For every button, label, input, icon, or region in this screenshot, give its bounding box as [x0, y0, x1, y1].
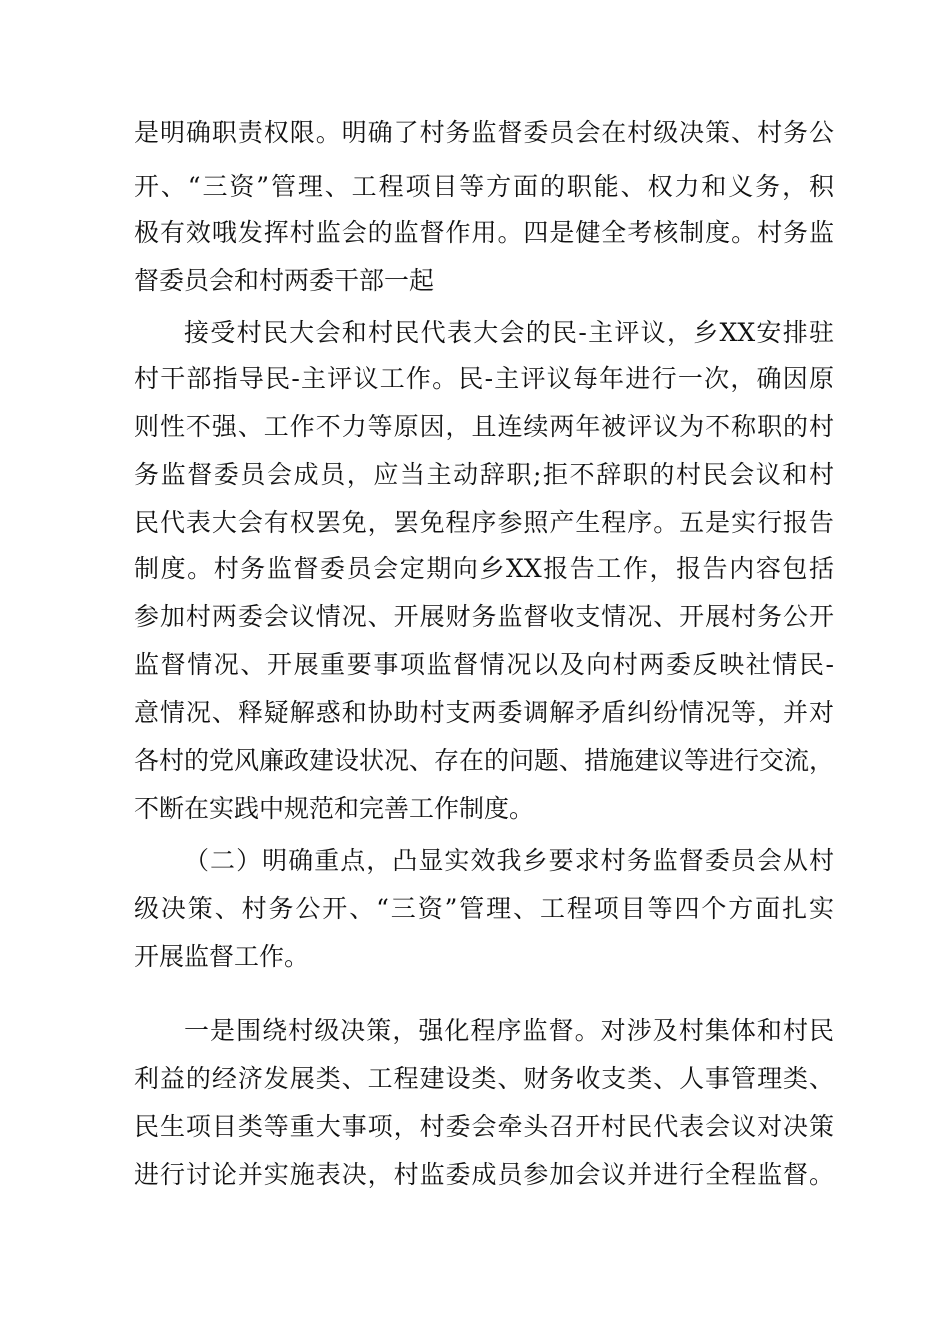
paragraph-line: 开、“三资”管理、工程项目等方面的职能、权力和义务，积: [134, 172, 834, 201]
paragraph-line: 监督情况、开展重要事项监督情况以及向村两委反映社情民-: [134, 650, 834, 679]
paragraph-line: 参加村两委会议情况、开展财务监督收支情况、开展村务公开: [134, 602, 834, 631]
paragraph-line: 制度。村务监督委员会定期向乡XX报告工作，报告内容包括: [134, 554, 834, 583]
paragraph-line: 意情况、释疑解惑和协助村支两委调解矛盾纠纷情况等，并对: [134, 698, 834, 727]
paragraph-line: 民生项目类等重大事项，村委会牵头召开村民代表会议对决策: [134, 1112, 834, 1141]
paragraph-line: 接受村民大会和村民代表大会的民-主评议，乡XX安排驻: [184, 318, 834, 347]
paragraph-line: 进行讨论并实施表决，村监委成员参加会议并进行全程监督。: [134, 1160, 834, 1189]
paragraph-line: 极有效哦发挥村监会的监督作用。四是健全考核制度。村务监: [134, 218, 834, 247]
paragraph-line: 开展监督工作。: [134, 942, 310, 971]
paragraph-line: 利益的经济发展类、工程建设类、财务收支类、人事管理类、: [134, 1064, 834, 1093]
paragraph-line: 级决策、村务公开、“三资”管理、工程项目等四个方面扎实: [134, 894, 834, 923]
paragraph-line: 一是围绕村级决策，强化程序监督。对涉及村集体和村民: [184, 1016, 834, 1045]
paragraph-line: 务监督委员会成员，应当主动辞职;拒不辞职的村民会议和村: [134, 460, 834, 489]
section-heading-line: （二）明确重点，凸显实效我乡要求村务监督委员会从村: [184, 846, 834, 875]
paragraph-line: 不断在实践中规范和完善工作制度。: [134, 794, 535, 823]
paragraph-line: 督委员会和村两委干部一起: [134, 266, 435, 295]
paragraph-line: 是明确职责权限。明确了村务监督委员会在村级决策、村务公: [134, 118, 834, 147]
paragraph-line: 民代表大会有权罢免，罢免程序参照产生程序。五是实行报告: [134, 508, 834, 537]
paragraph-line: 各村的党风廉政建设状况、存在的问题、措施建议等进行交流，: [134, 746, 834, 775]
paragraph-line: 则性不强、工作不力等原因，且连续两年被评议为不称职的村: [134, 412, 834, 441]
paragraph-line: 村干部指导民-主评议工作。民-主评议每年进行一次，确因原: [134, 364, 834, 393]
